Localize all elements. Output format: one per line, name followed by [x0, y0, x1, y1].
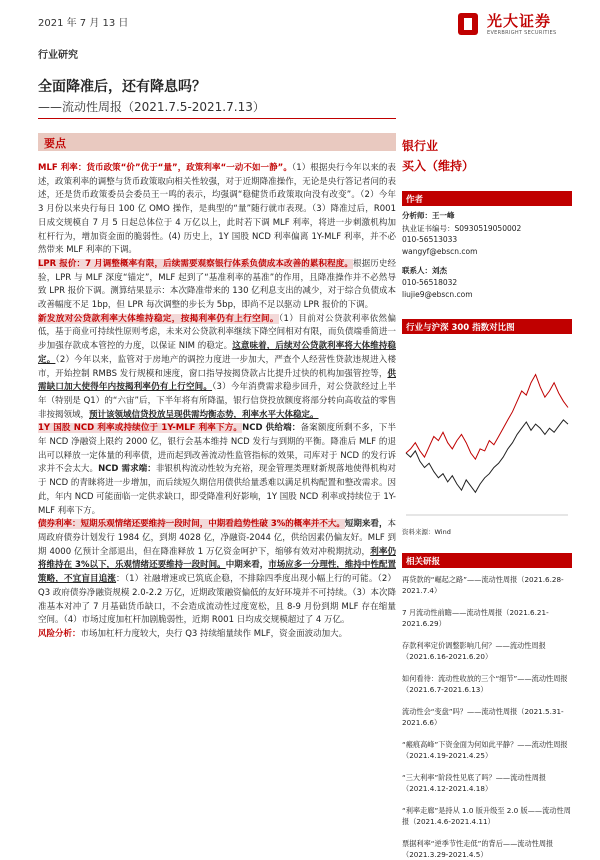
chart-source: 资料来源：Wind — [402, 528, 451, 536]
title-divider — [38, 118, 396, 119]
author-section-bar — [402, 191, 572, 206]
paragraph-risk — [38, 628, 396, 642]
summary-section-bar — [38, 133, 396, 151]
summary-label: 要点 — [44, 137, 66, 150]
logo-subtext: EVERBRIGHT SECURITIES — [487, 30, 557, 36]
report-body — [38, 162, 396, 642]
paragraph-heading: LPR 报价：7 月调整概率有限，后续需要观察银行体系负债成本改善的累积程度。 — [38, 258, 353, 269]
chart-series-line-0 — [406, 375, 568, 460]
paragraph-loans — [38, 313, 396, 423]
paragraph-text: 市场加杠杆力度较大，央行 Q3 持续缩量续作 MLF，资金面波动加大。 — [80, 628, 348, 639]
paragraph-tag: NCD 需求端： — [98, 464, 156, 475]
related-report-item[interactable]: “瘢痕高峰”下资金面为何如此平静？——流动性周报（2021.4.19-2021.4.25） — [402, 740, 568, 760]
paragraph-lpr — [38, 258, 396, 313]
analyst-phone: 010-56513033 — [402, 235, 458, 244]
paragraph-heading: 新发放对公贷款利率大体维持稳定，按揭利率仍有上行空间。 — [38, 313, 279, 324]
rating-label: 买入（维持） — [402, 159, 475, 173]
industry-label: 银行业 — [402, 139, 439, 153]
paragraph-text: （2）今年以来，监管对于房地产的调控力度进一步加大，严查个人经营性贷款违规进入楼市，开始控制 RMBS 发行规模和速度，窗口指导按揭贷款占比提升过快的机构加强管控等， — [38, 354, 396, 379]
paragraph-text: （1）根据央行今年以来的表述，政策利率的调整与货币政策取向相关性较强，对于近期降准操作，无论是央行答记者问的表述，还是货币政策委员会委员王一鸣的表示，均强调“稳健货币政策取向没有改变”。（2）今年 3 月份以来央行每日 100 亿 OMO 操作，是典型的“量”随行就市表现。（3）降准过后，R001 日成交规模自 7 月 5 日起总体位于 4 万亿以上，此时若下调 MLF 利率，将进一步刺激机构加杠杆行为，增加资金面的脆弱性。(4) 历史上，1Y 国股 NCD 利率偏离 1Y-MLF 利率，并不必然带来 MLF 利率的下调。 — [38, 163, 396, 256]
paragraph-emphasis: 市场应多一分理性，维持中性配置策略，不宜盲目追涨 — [38, 560, 396, 585]
paragraph-emphasis: 这意味着，后续对公贷款利率将大体维持稳定。 — [38, 341, 396, 365]
paragraph-text: ：（1）社融增速或已筑底企稳，不排除四季度出现小幅上行的可能。（2）Q3 政府债券净融资规模 2.0-2.2 万亿，近期政策融资偏低的友好环境并不可持续。（3）本次降准基本对冲了 7 月基础货币缺口，不会造成流动性过度宽松，且 8-9 月份到期 MLF 存在缩量空间。（4）市场过度加杠杆加剧脆弱性，近期 R001 日均成交规模超过了 4 万亿。 — [38, 574, 396, 626]
paragraph-heading: MLF 利率：货币政策“价”优于“量”，政策利率“一动不如一静”。 — [38, 163, 292, 173]
contact-email: liujie9@ebscn.com — [402, 290, 473, 299]
report-title: 全面降准后，还有降息吗？ — [38, 79, 206, 95]
related-report-item[interactable]: “利率走廊”是持从 1.0 版升级至 2.0 版——流动性周报（2021.4.6-2021.4.11） — [402, 806, 571, 826]
chart-section-label: 行业与沪深 300 指数对比图 — [406, 323, 515, 333]
related-report-item[interactable]: 存款利率定价调整影响几何？——流动性周报（2021.6.16-2021.6.20） — [402, 641, 546, 661]
related-report-item[interactable]: 7 月流动性前瞻——流动性周报（2021.6.21-2021.6.29） — [402, 608, 549, 628]
related-section-bar — [402, 553, 572, 568]
analyst-cert: 执业证书编号：S0930519050002 — [402, 224, 522, 233]
paragraph-heading: 债券利率：短期乐观情绪还要维持一段时间，中期看趋势性破 3%的概率并不大。 — [38, 519, 345, 530]
related-report-item[interactable]: 流动性会“变盘”吗？——流动性周报（2021.5.31-2021.6.6） — [402, 707, 564, 727]
author-label: 作者 — [406, 195, 424, 205]
paragraph-emphasis: 利率仍将维持在 3%以下，乐观情绪还要维持一段时间。 — [38, 546, 396, 571]
brand-logo — [455, 8, 595, 42]
report-date: 2021 年 7 月 13 日 — [38, 18, 129, 29]
paragraph-bonds — [38, 518, 396, 628]
paragraph-text: 非银机构流动性较为充裕，现金管理类理财新规落地使得机构对于 NCD 的青睐将进一步增加，而后续短久期信用债供给量悉难以满足机构配置和整改需求。因此，年内 NCD 可能面临一定供求缺口，即受降准利好影响，1Y 国股 NCD 利率或持续位于 1Y-MLF 利率下方。 — [38, 464, 396, 516]
report-subtitle: ——流动性周报（2021.7.5-2021.7.13） — [38, 100, 265, 114]
paragraph-ncd — [38, 422, 396, 518]
chart-series-line-1 — [406, 420, 568, 492]
related-report-item[interactable]: “三大利率”阶段性见底了吗？——流动性周报（2021.4.12-2021.4.18） — [402, 773, 547, 793]
paragraph-tag: NCD 供给端： — [242, 423, 301, 434]
paragraph-heading: 风险分析： — [38, 628, 81, 639]
analyst-name: 分析师：王一峰 — [402, 211, 455, 220]
paragraph-text: （3）今年消费需求稳步回升，对公贷款经过上半年（特别是 Q1）的“六宙”后，下半年将有所降温，银行信贷投放额度将部分转向高收益的零售非按揭领域， — [38, 382, 396, 420]
report-category: 行业研究 — [38, 50, 78, 61]
contact-phone: 010-56518032 — [402, 278, 458, 287]
index-comparison-chart — [402, 350, 572, 525]
related-report-item[interactable]: 再贷款的“崛起之路”——流动性周报（2021.6.28-2021.7.4） — [402, 575, 564, 595]
paragraph-text: 本周政府债券计划发行 1984 亿，到期 4028 亿，净融资-2044 亿，供给因素仍偏友好。MLF 到期 4000 亿预计全部退出，但在降准释放 1 万亿资金呵护下，缩够有效对冲税期扰动， — [38, 519, 396, 557]
related-report-item[interactable]: 如何看待：流动性收放的三个“细节”——流动性周报（2021.6.7-2021.6.13） — [402, 674, 568, 694]
paragraph-tag: 中期来看， — [225, 560, 269, 571]
paragraph-heading: 1Y 国股 NCD 利率或持续位于 1Y-MLF 利率下方。 — [38, 423, 243, 434]
chart-section-bar — [402, 319, 572, 334]
paragraph-text: 根据历史经验，LPR 与 MLF 深度“锚定”，MLF 起到了“基准利率的基准”的作用，且降准操作并不必然导致 LPR 报价下调。测算结果显示：本次降准带来的 130 亿利息支出的减少，对于综合负债成本改善幅度不足 1bp，但 LPR 每次调整的步长为 5bp，即尚不足以驱动 LPR 报价的下调。 — [38, 258, 396, 311]
contact-name: 联系人：刘杰 — [402, 266, 447, 275]
logo-mark-icon — [455, 10, 481, 38]
paragraph-mlf — [38, 162, 396, 258]
paragraph-text: 备案额度所剩不多，下半年 NCD 净融资上限约 2000 亿，银行会基本维持 NCD 发行与到期的平衡。降准后 MLF 的退出可以释放一定体量的利率债，进而起到改善流动性监管指标的效果，司库对于 NCD 的发行诉求并不会太大。 — [38, 423, 396, 475]
paragraph-text: （1）目前对公贷款利率依然偏低，基于商业可持续性原则考虑，未来对公贷款利率继续下降空间相对有限，而负债端垂简进一步加强存款成本管控的力度，以保证 NIM 的稳定。 — [38, 313, 396, 352]
analyst-email: wangyf@ebscn.com — [402, 247, 478, 256]
related-report-item[interactable]: 票据利率“逆季节性走低”的背后——流动性周报（2021.3.29-2021.4.5） — [402, 839, 554, 859]
related-label: 相关研报 — [406, 557, 441, 567]
logo-text: 光大证券 — [487, 12, 552, 30]
paragraph-emphasis: 供需缺口加大使得年内按揭利率仍有上行空间。 — [38, 368, 396, 393]
paragraph-tag: 短期来看， — [344, 519, 388, 530]
paragraph-emphasis: 预计该领域信贷投放呈现供需均衡态势，利率水平大体稳定。 — [89, 409, 319, 420]
